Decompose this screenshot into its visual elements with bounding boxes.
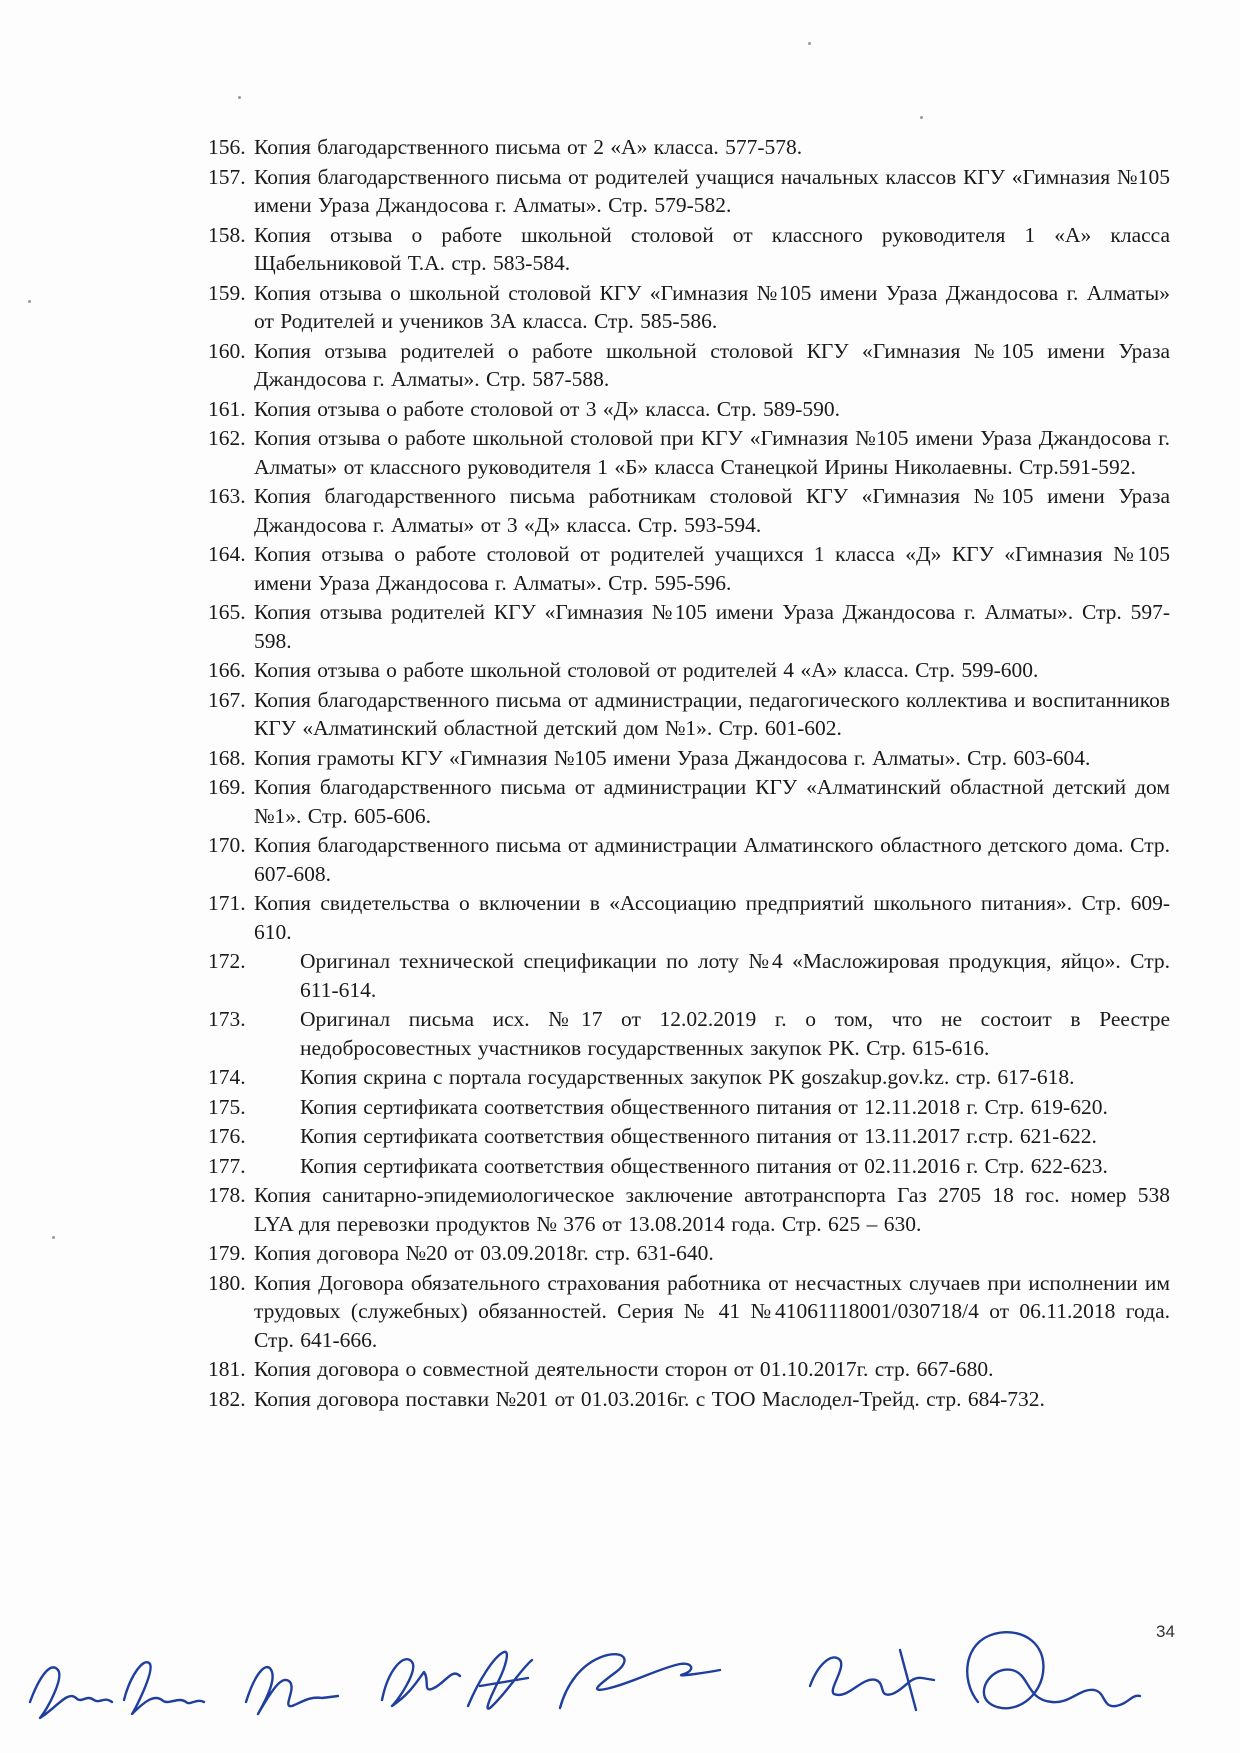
item-text: Копия отзыва родителей КГУ «Гимназия №105 имени Ураза Джандосова г. Алматы». Стр. 597-598. (254, 600, 1170, 653)
item-number: 174. (208, 1065, 246, 1089)
list-item (208, 1355, 1170, 1384)
item-text: Копия скрина с портала государственных закупок РК goszakup.gov.kz. стр. 617-618. (300, 1065, 1075, 1089)
list-item (208, 540, 1170, 597)
list-item (208, 279, 1170, 336)
list-item (208, 1239, 1170, 1268)
document-list (208, 133, 1170, 1414)
signatures (20, 1590, 1220, 1740)
item-number: 168. (208, 745, 246, 770)
signature-8 (967, 1632, 1140, 1708)
scan-speck (808, 42, 811, 45)
item-text: Копия отзыва о работе столовой от родителей учащихся 1 класса «Д» КГУ «Гимназия №105 имени Ураза Джандосова г. Алматы». Стр. 595-596. (254, 542, 1170, 595)
scan-speck (920, 116, 923, 119)
list-item (208, 773, 1170, 830)
item-number: 180. (208, 1270, 246, 1295)
list-item (208, 656, 1170, 685)
item-number: 176. (208, 1124, 246, 1148)
list-item (208, 424, 1170, 481)
signature-6 (560, 1654, 720, 1708)
item-number: 160. (208, 338, 246, 363)
list-item (208, 889, 1170, 946)
item-text: Копия благодарственного письма работникам столовой КГУ «Гимназия №105 имени Ураза Джандосова г. Алматы» от 3 «Д» класса. Стр. 593-594. (254, 484, 1170, 537)
item-text: Копия благодарственного письма от администрации КГУ «Алматинский областной детский дом №1». Стр. 605-606. (254, 775, 1170, 828)
item-number: 161. (208, 396, 246, 421)
signature-1 (30, 1667, 112, 1718)
scan-speck (28, 300, 31, 303)
scan-speck (238, 96, 241, 99)
item-number: 162. (208, 426, 246, 450)
list-item (208, 1152, 1170, 1181)
list-item (208, 1122, 1170, 1151)
item-text: Копия договора №20 от 03.09.2018г. стр. 631-640. (254, 1241, 714, 1265)
page-number: 34 (1156, 1622, 1175, 1641)
item-number: 182. (208, 1386, 246, 1411)
signature-5 (468, 1652, 532, 1709)
list-item (208, 1005, 1170, 1062)
item-number: 163. (208, 484, 246, 508)
item-number: 157. (208, 164, 246, 189)
list-item (208, 337, 1170, 394)
item-number: 165. (208, 600, 246, 624)
list-item (208, 744, 1170, 773)
item-text: Копия благодарственного письма от родителей учащися начальных классов КГУ «Гимназия №105 имени Ураза Джандосова г. Алматы». Стр. 579-582. (254, 164, 1170, 217)
item-number: 178. (208, 1183, 246, 1207)
list-item (208, 947, 1170, 1004)
list-item (208, 133, 1170, 162)
item-text: Копия отзыва о работе школьной столовой при КГУ «Гимназия №105 имени Ураза Джандосова г. Алматы» от классного руководителя 1 «Б» класса Станецкой Ирины Николаевны. Стр.591-592. (254, 426, 1170, 479)
item-text: Копия отзыва о работе школьной столовой от классного руководителя 1 «А» класса Щабельниковой Т.А. стр. 583-584. (254, 222, 1170, 275)
list-item (208, 163, 1170, 220)
signature-4 (382, 1659, 460, 1706)
list-item (208, 1385, 1170, 1414)
list-item (208, 1093, 1170, 1122)
item-text: Копия благодарственного письма от 2 «А» класса. 577-578. (254, 135, 803, 159)
item-text: Оригинал письма исх. №17 от 12.02.2019 г. о том, что не состоит в Реестре недобросовестных участников государственных закупок РК. Стр. 615-616. (300, 1007, 1170, 1060)
list-item (208, 1181, 1170, 1238)
list-item (208, 221, 1170, 278)
item-number: 169. (208, 775, 246, 799)
item-number: 167. (208, 687, 246, 712)
item-number: 172. (208, 949, 246, 973)
item-number: 170. (208, 833, 246, 857)
item-text: Копия Договора обязательного страхования работника от несчастных случаев при исполнении им трудовых (служебных) обязанностей. Серия № 41 №41061118001/030718/4 от 06.11.2018 года. Стр. 641-666. (254, 1270, 1170, 1352)
item-text: Копия сертификата соответствия общественного питания от 12.11.2018 г. Стр. 619-620. (300, 1094, 1108, 1119)
item-text: Копия отзыва о работе школьной столовой от родителей 4 «А» класса. Стр. 599-600. (254, 658, 1039, 682)
item-number: 164. (208, 542, 246, 566)
item-number: 177. (208, 1153, 246, 1178)
item-text: Оригинал технической спецификации по лоту №4 «Масложировая продукция, яйцо». Стр. 611-614. (300, 949, 1170, 1002)
item-number: 156. (208, 135, 246, 159)
item-number: 171. (208, 891, 246, 915)
item-number: 181. (208, 1357, 246, 1381)
item-number: 173. (208, 1007, 246, 1031)
item-number: 175. (208, 1094, 246, 1119)
item-text: Копия сертификата соответствия общественного питания от 13.11.2017 г.стр. 621-622. (300, 1124, 1097, 1148)
signature-2 (124, 1662, 204, 1714)
item-text: Копия благодарственного письма от администрации Алматинского областного детского дома. Стр. 607-608. (254, 833, 1170, 886)
list-item (208, 686, 1170, 743)
list-item (208, 831, 1170, 888)
item-text: Копия отзыва родителей о работе школьной столовой КГУ «Гимназия №105 имени Ураза Джандосова г. Алматы». Стр. 587-588. (254, 338, 1170, 391)
item-text: Копия отзыва о школьной столовой КГУ «Гимназия №105 имени Ураза Джандосова г. Алматы» от Родителей и учеников 3А класса. Стр. 585-586. (254, 280, 1170, 333)
item-number: 158. (208, 222, 246, 247)
item-text: Копия свидетельства о включении в «Ассоциацию предприятий школьного питания». Стр. 609-610. (254, 891, 1170, 944)
item-text: Копия грамоты КГУ «Гимназия №105 имени Ураза Джандосова г. Алматы». Стр. 603-604. (254, 745, 1091, 770)
list-item (208, 1269, 1170, 1355)
item-text: Копия благодарственного письма от администрации, педагогического коллектива и воспитанников КГУ «Алматинский областной детский дом №1». Стр. 601-602. (254, 687, 1170, 740)
item-number: 166. (208, 658, 246, 682)
list-item (208, 395, 1170, 424)
scan-speck (52, 1236, 55, 1239)
item-number: 179. (208, 1241, 246, 1265)
signature-3 (246, 1667, 338, 1714)
list-item (208, 482, 1170, 539)
signature-7 (810, 1650, 934, 1710)
item-text: Копия отзыва о работе столовой от 3 «Д» класса. Стр. 589-590. (254, 396, 841, 421)
item-text: Копия договора поставки №201 от 01.03.2016г. с ТОО Маслодел-Трейд. стр. 684-732. (254, 1386, 1045, 1411)
item-text: Копия санитарно-эпидемиологическое заключение автотранспорта Газ 2705 18 гос. номер 538 LYA для перевозки продуктов № 376 от 13.08.2014 года. Стр. 625 – 630. (254, 1183, 1170, 1236)
item-text: Копия сертификата соответствия общественного питания от 02.11.2016 г. Стр. 622-623. (300, 1153, 1108, 1178)
item-number: 159. (208, 280, 246, 305)
item-text: Копия договора о совместной деятельности сторон от 01.10.2017г. стр. 667-680. (254, 1357, 994, 1381)
list-item (208, 598, 1170, 655)
list-item (208, 1063, 1170, 1092)
